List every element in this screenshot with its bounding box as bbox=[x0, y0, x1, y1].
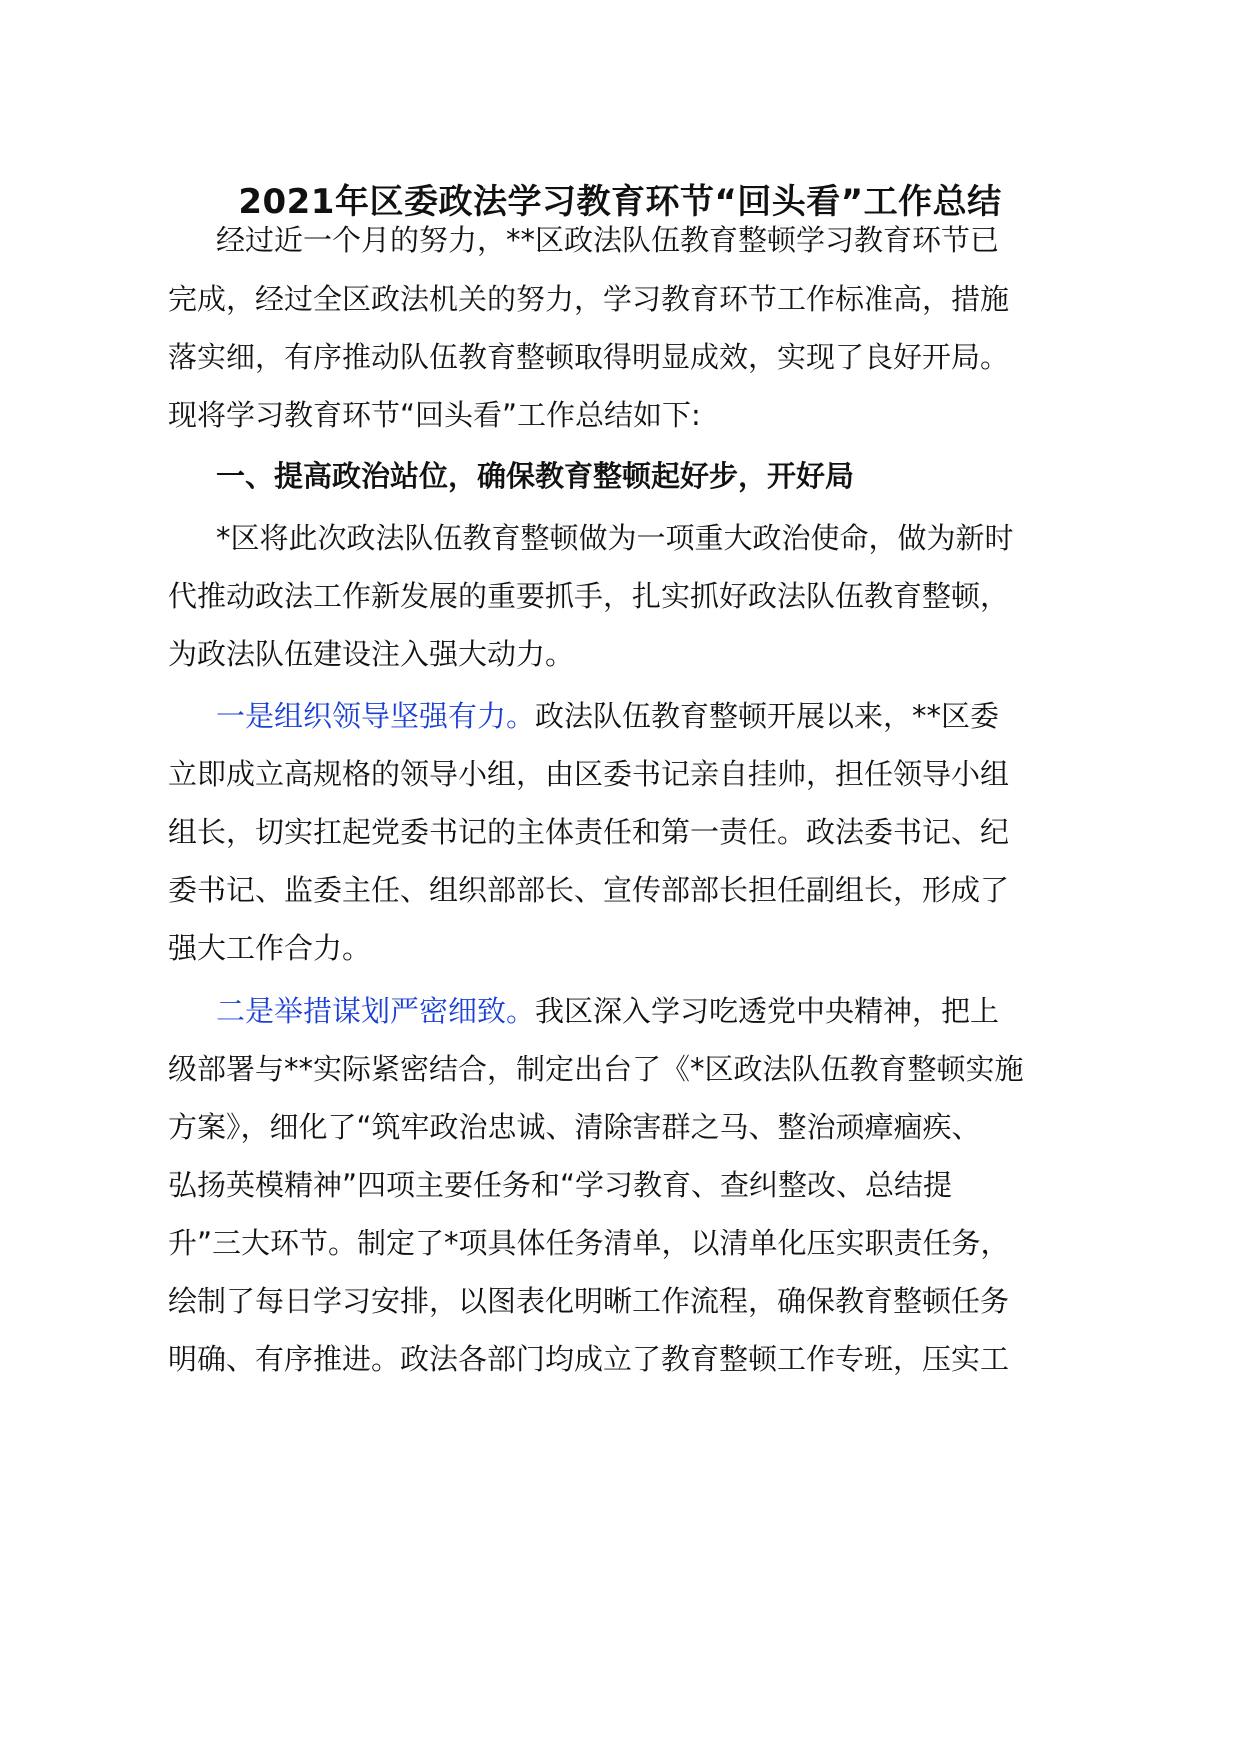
section-heading bbox=[216, 456, 854, 496]
paragraph-line bbox=[168, 1049, 1024, 1089]
paragraph-line bbox=[216, 696, 999, 736]
paragraph-line bbox=[168, 754, 1009, 794]
paragraph-line bbox=[216, 220, 999, 260]
paragraph-line bbox=[168, 576, 1009, 616]
line-text: 政法队伍教育整顿开展以来，**区委 bbox=[535, 699, 1000, 733]
paragraph-line bbox=[168, 928, 371, 968]
paragraph-line bbox=[168, 1339, 1009, 1379]
paragraph-line bbox=[216, 518, 1014, 558]
line-text: 强大工作合力。 bbox=[168, 931, 372, 965]
paragraph-line bbox=[168, 1165, 952, 1205]
line-text: 落实细，有序推动队伍教育整顿取得明显成效，实现了良好开局。 bbox=[168, 340, 1010, 374]
paragraph-line bbox=[168, 1223, 1010, 1263]
line-text: 我区深入学习吃透党中央精神，把上 bbox=[535, 994, 1000, 1028]
paragraph-line bbox=[168, 812, 1009, 852]
line-text: 明确、有序推进。政法各部门均成立了教育整顿工作专班，压实工 bbox=[168, 1342, 1010, 1376]
line-text: 一、提高政治站位，确保教育整顿起好步，开好局 bbox=[216, 459, 855, 493]
paragraph-line bbox=[168, 1281, 1009, 1321]
paragraph-line bbox=[168, 870, 1009, 910]
line-text: 级部署与**实际紧密结合，制定出台了《*区政法队伍教育整顿实施 bbox=[168, 1052, 1024, 1086]
line-text: 弘扬英模精神”四项主要任务和“学习教育、查纠整改、总结提 bbox=[168, 1168, 953, 1202]
line-text: 升”三大环节。制定了*项具体任务清单，以清单化压实职责任务， bbox=[168, 1226, 1010, 1260]
line-text: 立即成立高规格的领导小组，由区委书记亲自挂帅，担任领导小组 bbox=[168, 757, 1010, 791]
line-text: 委书记、监委主任、组织部部长、宣传部部长担任副组长，形成了 bbox=[168, 873, 1010, 907]
line-lead: 一是组织领导坚强有力。 bbox=[216, 699, 536, 733]
document-title: 2021年区委政法学习教育环节“回头看”工作总结 bbox=[238, 182, 1002, 222]
line-text: *区将此次政法队伍教育整顿做为一项重大政治使命，做为新时 bbox=[216, 521, 1014, 555]
line-text: 绘制了每日学习安排，以图表化明晰工作流程，确保教育整顿任务 bbox=[168, 1284, 1010, 1318]
line-text: 代推动政法工作新发展的重要抓手，扎实抓好政法队伍教育整顿， bbox=[168, 579, 1010, 613]
line-text: 为政法队伍建设注入强大动力。 bbox=[168, 637, 575, 671]
paragraph-line bbox=[168, 279, 1009, 319]
paragraph-line bbox=[168, 634, 574, 674]
line-lead: 二是举措谋划严密细致。 bbox=[216, 994, 536, 1028]
paragraph-line bbox=[168, 395, 701, 435]
line-text: 经过近一个月的努力，**区政法队伍教育整顿学习教育环节已 bbox=[216, 223, 1000, 257]
paragraph-line bbox=[168, 1107, 981, 1147]
line-text: 现将学习教育环节“回头看”工作总结如下: bbox=[168, 398, 701, 432]
paragraph-line bbox=[168, 337, 1009, 377]
line-text: 完成，经过全区政法机关的努力，学习教育环节工作标准高，措施 bbox=[168, 282, 1010, 316]
paragraph-line bbox=[216, 991, 999, 1031]
line-text: 方案》，细化了“筑牢政治忠诚、清除害群之马、整治顽瘴痼疾、 bbox=[168, 1110, 981, 1144]
line-text: 组长，切实扛起党委书记的主体责任和第一责任。政法委书记、纪 bbox=[168, 815, 1010, 849]
